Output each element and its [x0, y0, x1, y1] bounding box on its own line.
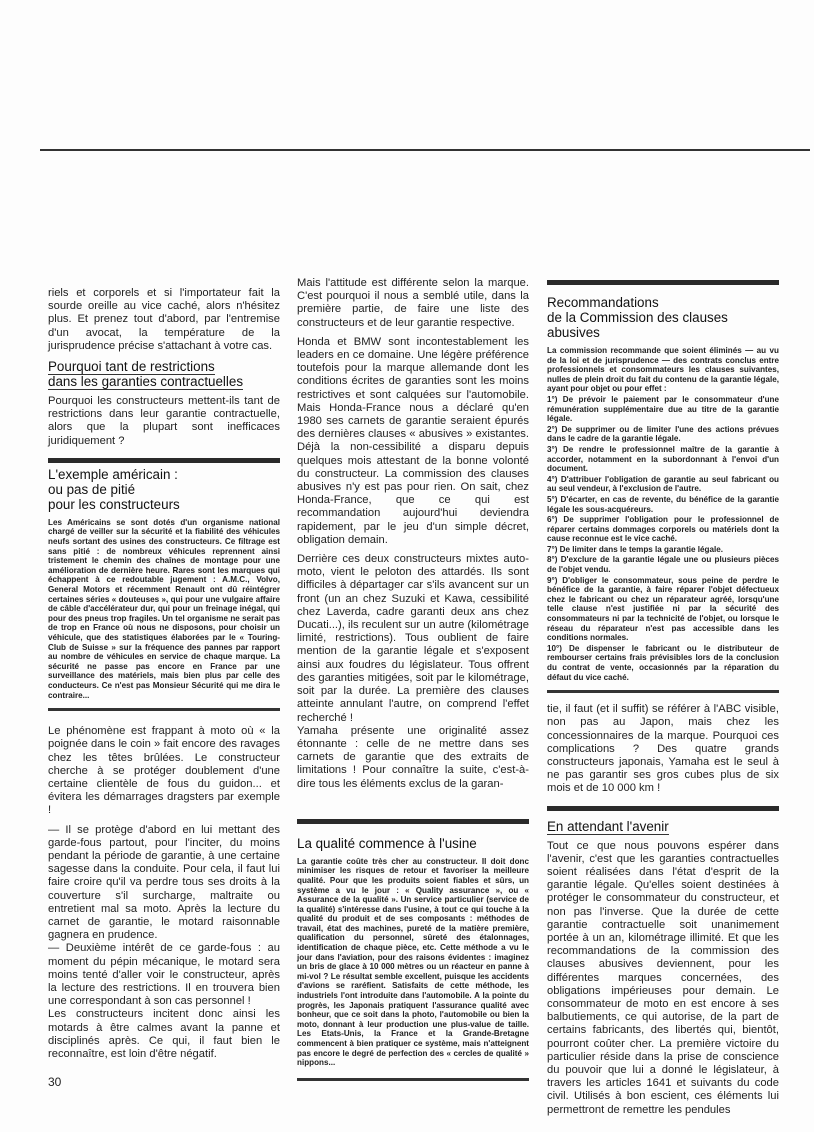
- col1-p1: Le phénomène est frappant à moto où « la poignée dans le coin » fait encore des ravages chez les têtes brûlées. Le constructeur cherche à se protéger doublement d'une certaine clientèle de fous du guidon... et évitera les démarrages dragsters par exemple !: [48, 725, 280, 817]
- col1-p2: — Il se protège d'abord en lui mettant des garde-fous partout, pour l'inciter, du moins pendant la période de garantie, à une certaine sagesse dans la conduite. Pour cela, il faut lui faire croire qu'il va perdre tous ses droits à la couverture s'il surcharge, maltraite ou entretient mal sa moto. Après la lecture du carnet de garantie, le motard raisonnable gagnera en prudence.: [48, 823, 280, 942]
- rec-intro: La commission recommande que soient éliminés — au vu de la loi et de jurisprudence — des contrats conclus entre professionnels et consommateurs les clauses suivantes, nulles de plein droit du fait du contenu de la garantie légale, ayant pour objet ou pour effet :: [547, 346, 779, 394]
- box-end-rule: [48, 708, 280, 711]
- heading-future: En attendant l'avenir: [547, 818, 669, 834]
- column-2: [297, 277, 529, 1089]
- heading-quality: La qualité commence à l'usine: [297, 835, 477, 851]
- page-number: 30: [48, 1075, 62, 1089]
- top-rule: [40, 149, 810, 151]
- column-3: [547, 280, 779, 1123]
- col2-p2: Honda et BMW sont incontestablement les leaders en ce domaine. Une légère préférence toutefois pour la marque allemande dont les conditions écrites de garanties sont les moins restrictives et sont calquées sur l'automobile. Mais Honda-France nous a déclaré qu'en 1980 ses carnets de garantie seraient épurés des dernières clauses « abusives » existantes. Déjà la non-cessibilité a disparu depuis quelques mois attestant de la bonne volonté du constructeur. La commission des clauses abusives n'y est pas pour rien. On sait, chez Honda-France, que ce qui est recommandation aujourd'hui deviendra rapidement, par le jeu d'un simple décret, obligation demain.: [297, 335, 529, 546]
- rec-item: 7°) De limiter dans le temps la garantie légale.: [547, 544, 723, 554]
- section-bar: [48, 458, 280, 463]
- section-bar: [547, 280, 779, 285]
- recommendations-list: [547, 346, 779, 682]
- restrictions-text: Pourquoi les constructeurs mettent-ils tant de restrictions dans leur garantie contractuelle, alors que la plupart sont inefficaces juridiquement ?: [48, 395, 280, 447]
- rec-item: 10°) De dispenser le fabricant ou le distributeur de rembourser certains frais prévisibles lors de la conclusion du contrat de vente, occasionnés par la réparation du défaut du vice caché.: [547, 643, 779, 682]
- col2-p4: Yamaha présente une originalité assez étonnante : celle de ne mettre dans ses carnets de garantie que des extraits de limitations ! Pour connaître la suite, c'est-à-dire tous les éléments exclus de la garan-: [297, 724, 529, 790]
- quality-box-text: La garantie coûte très cher au constructeur. Il doit donc minimiser les risques de retour et favoriser la meilleure qualité. Pour que les produits soient fiables et sûrs, un système a vu le jour : « Quality assurance », ou « Assurance de la qualité ». Un service particulier (service de la qualité) s'intéresse dans l'usine, à tout ce qui touche à la qualité du produit et de ses composants : méthodes de travail, état des machines, pureté de la matière première, qualification du personnel, sûreté des étalonnages, identification de chaque pièce, etc. Cette méthode a vu le jour dans l'aviation, pour des raisons évidentes : imaginez un bris de glace à 10 000 mètres ou un réacteur en panne à mi-vol ? Le résultat semble excellent, puisque les accidents d'avions se raréfient. Satisfaits de cette méthode, les industriels l'ont introduite dans l'automobile. A la pointe du progrès, les Japonais pratiquent l'assurance qualité avec bonheur, que ce soit dans la photo, l'automobile ou bien la moto, donnant à leur production une plus-value de taille. Les Etats-Unis, la France et la Grande-Bretagne commencent à bien pratiquer ce système, mais n'atteignent pas encore le degré de perfection des « cercles de qualité » nippons...: [297, 856, 529, 1068]
- rec-item: 9°) D'obliger le consommateur, sous peine de perdre le bénéfice de la garantie, à faire réparer l'objet défectueux chez le fabricant ou chez un réparateur agréé, lorsqu'une telle clause n'est justifiée ni par la sécurité des consommateurs ni par la technicité de l'objet, ou lorsque le réseau du réparateur n'est pas accessible dans les conditions normales.: [547, 575, 779, 643]
- heading-restrictions: Pourquoi tant de restrictions dans les garanties contractuelles: [48, 359, 244, 390]
- col2-p1: Mais l'attitude est différente selon la marque. C'est pourquoi il nous a semblé utile, dans la première partie, de faire une liste des constructeurs et de leur garantie respective.: [297, 277, 529, 329]
- col1-p4: Les constructeurs incitent donc ainsi les motards à être calmes avant la panne et disciplinés après. Ce qui, il faut bien le reconnaître, est loin d'être négatif.: [48, 1008, 280, 1060]
- heading-american: L'exemple américain : ou pas de pitié pour les constructeurs: [48, 466, 180, 512]
- col3-p2: Tout ce que nous pouvons espérer dans l'avenir, c'est que les garanties contractuelles soient réalisées dans l'état d'esprit de la garantie légale. Qu'elles soient destinées à protéger le consommateur du constructeur, et non pas l'inverse. Que la durée de cette garantie contractuelle soit unanimement portée à un an, kilométrage illimité. Et que les recommandations de la commission des clauses abusives deviennent, pour les différentes marques concernées, des obligations impérieuses pour demain. Le consommateur de moto en est encore à ses balbutiements, ce qui autorise, de la part de certains fabricants, des libertés qui, bientôt, pourront coûter cher. La première victoire du particulier réside dans la prise de conscience du pouvoir que lui a donné le législateur, à travers les articles 1641 et suivants du code civil. Utilisés à bon escient, ces éléments lui permettront de remettre les pendules: [547, 839, 779, 1116]
- rec-item: 8°) D'exclure de la garantie légale une ou plusieurs pièces de l'objet vendu.: [547, 555, 779, 575]
- box-end-rule: [547, 690, 779, 693]
- column-1: [48, 287, 280, 1067]
- col1-intro: riels et corporels et si l'importateur fait la sourde oreille au vice caché, alors n'hésitez plus. Et prenez tout d'abord, par l'entremise d'un avocat, la température de la jurisprudence précise s'attachant à votre cas.: [48, 287, 280, 352]
- american-box-text: Les Américains se sont dotés d'un organisme national chargé de veiller sur la sécurité et la fiabilité des véhicules neufs sortant des usines des constructeurs. Ce filtrage est sans pitié : de nombreux véhicules reprennent ainsi tristement le chemin des chaînes de montage pour une amélioration de dernière heure. Rares sont les marques qui échappent à ce redoutable jugement : A.M.C., Volvo, General Motors et récemment Renault ont dû réintégrer certaines séries « douteuses », qui pour une vulgaire affaire de câble d'accélérateur dur, qui pour un freinage inégal, qui pour des pneus trop fragiles. Un tel organisme ne serait pas de trop en France où nous ne disposons, pour choisir un véhicule, que des statistiques élaborées par le « Touring-Club de Suisse » sur la fréquence des pannes par rapport au nombre de véhicules en service de chaque marque. La sécurité ne passe pas encore en France par une surveillance des matériels, mais bien plus par celle des conducteurs. Ce n'est pas Monsieur Sécurité qui me dira le contraire...: [48, 517, 280, 700]
- box-end-rule: [297, 1078, 529, 1081]
- rec-item: 3°) De rendre le professionnel maître de la garantie à accorder, notamment en la subordonnant à l'envoi d'un document.: [547, 444, 779, 474]
- col1-p3: — Deuxième intérêt de ce garde-fous : au moment du pépin mécanique, le motard sera moins tenté d'aller voir le constructeur, après la lecture des restrictions. Il en trouvera bien une correspondant à son cas personnel !: [48, 942, 280, 1008]
- section-bar: [297, 819, 529, 824]
- rec-item: 5°) D'écarter, en cas de revente, du bénéfice de la garantie légale les sous-acquéreurs.: [547, 494, 779, 514]
- section-bar: [547, 806, 779, 811]
- heading-recommendations: Recommandations de la Commission des clauses abusives: [547, 295, 728, 340]
- rec-item: 1°) De prévoir le paiement par le consommateur d'une rémunération supplémentaire due au titre de la garantie légale.: [547, 394, 779, 424]
- rec-item: 6°) De supprimer l'obligation pour le professionnel de réparer certains dommages corporels ou matériels dont la cause reconnue est le vice caché.: [547, 515, 779, 544]
- col2-p3: Derrière ces deux constructeurs mixtes auto-moto, vient le peloton des attardés. Ils sont difficiles à départager car s'ils avancent sur un front (un an chez Suzuki et Kawa, cessibilité chez Laverda, cadre garanti deux ans chez Ducati...), ils reculent sur un autre (kilométrage limité, restrictions). Tous oublient de faire mention de la garantie légale et s'exposent ainsi aux foudres du législateur. Tous offrent des garanties mitigées, soit par le kilométrage, soit par la durée. La première des clauses atteinte annulant l'autre, on comprend l'effet recherché !: [297, 553, 529, 724]
- rec-item: 4°) D'attribuer l'obligation de garantie au seul fabricant ou au seul vendeur, à l'exclusion de l'autre.: [547, 474, 779, 494]
- col3-p1: tie, il faut (et il suffit) se référer à l'ABC visible, non pas au Japon, mais chez les concessionnaires de la marque. Pourquoi ces complications ? Des quatre grands constructeurs japonais, Yamaha est le seul à ne pas garantir ses gros cubes plus de six mois et de 10 000 km !: [547, 703, 779, 795]
- rec-item: 2°) De supprimer ou de limiter l'une des actions prévues dans le cadre de la garantie légale.: [547, 424, 779, 444]
